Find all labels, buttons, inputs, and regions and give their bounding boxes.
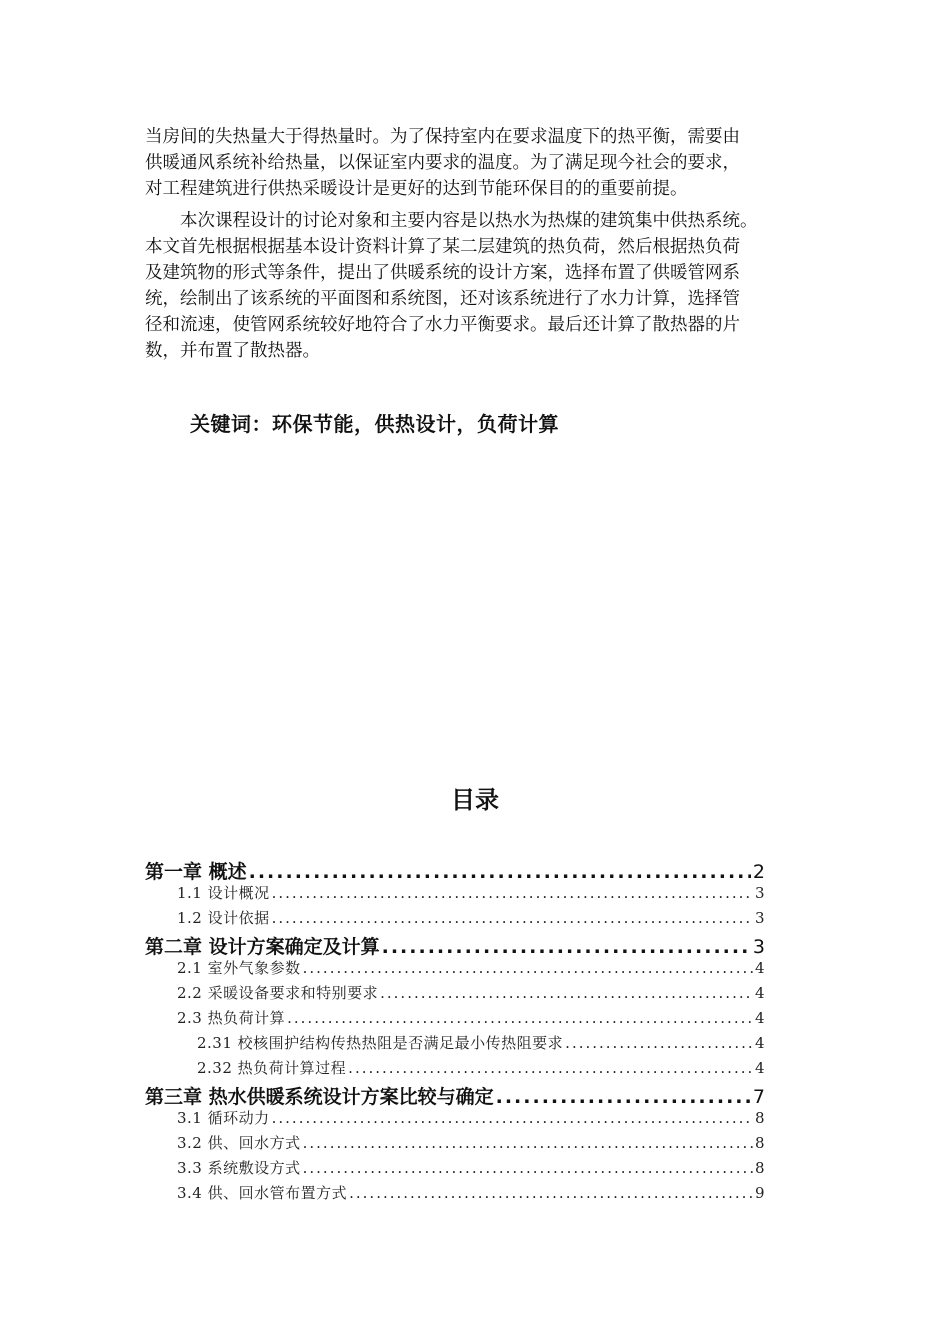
toc-entry[interactable] xyxy=(145,1157,765,1182)
toc-entry-title: 2.2 采暖设备要求和特别要求 xyxy=(177,984,379,1002)
toc-leader-dots xyxy=(565,1034,753,1052)
toc-leader-dots xyxy=(303,1134,753,1152)
text-line: 对工程建筑进行供热采暖设计是更好的达到节能环保目的的重要前提。 xyxy=(145,179,688,199)
text-line: 数，并布置了散热器。 xyxy=(145,341,320,361)
table-of-contents xyxy=(145,857,765,1207)
toc-entry[interactable] xyxy=(145,1007,765,1032)
toc-page-number: 4 xyxy=(754,959,765,977)
toc-entry[interactable] xyxy=(145,907,765,932)
toc-entry-title: 3.4 供、回水管布置方式 xyxy=(177,1184,348,1202)
toc-entry[interactable] xyxy=(145,857,765,882)
toc-entry-title: 1.2 设计依据 xyxy=(177,909,270,927)
toc-page-number: 4 xyxy=(754,1034,765,1052)
toc-entry[interactable] xyxy=(145,1057,765,1082)
toc-leader-dots xyxy=(287,1009,753,1027)
toc-page-number: 2 xyxy=(752,861,765,882)
toc-title: 目录 xyxy=(451,786,499,814)
toc-entry-title: 3.2 供、回水方式 xyxy=(177,1134,301,1152)
toc-entry-title: 2.31 校核围护结构传热热阻是否满足最小传热阻要求 xyxy=(197,1034,564,1052)
toc-page-number: 3 xyxy=(754,909,765,927)
toc-page-number: 8 xyxy=(754,1134,765,1152)
toc-entry[interactable] xyxy=(145,957,765,982)
toc-page-number: 3 xyxy=(754,884,765,902)
toc-entry[interactable] xyxy=(145,1107,765,1132)
toc-leader-dots xyxy=(382,936,751,957)
text-line: 本文首先根据根据基本设计资料计算了某二层建筑的热负荷，然后根据热负荷 xyxy=(145,237,740,257)
toc-entry-title: 第二章 设计方案确定及计算 xyxy=(145,936,380,957)
toc-leader-dots xyxy=(272,909,753,927)
abstract-paragraph-1 xyxy=(145,124,805,202)
toc-page-number: 4 xyxy=(754,1059,765,1077)
toc-page-number: 4 xyxy=(754,1009,765,1027)
toc-entry[interactable] xyxy=(145,1182,765,1207)
toc-page-number: 7 xyxy=(752,1086,765,1107)
toc-leader-dots xyxy=(380,984,753,1002)
text-line: 及建筑物的形式等条件，提出了供暖系统的设计方案，选择布置了供暖管网系 xyxy=(145,263,740,283)
keywords: 关键词：环保节能，供热设计，负荷计算 xyxy=(190,412,559,436)
toc-entry-title: 第三章 热水供暖系统设计方案比较与确定 xyxy=(145,1086,494,1107)
toc-page-number: 8 xyxy=(754,1109,765,1127)
toc-entry-title: 2.1 室外气象参数 xyxy=(177,959,301,977)
toc-entry[interactable] xyxy=(145,1032,765,1057)
abstract-paragraph-2 xyxy=(145,208,805,364)
toc-leader-dots xyxy=(272,884,753,902)
toc-leader-dots xyxy=(496,1086,751,1107)
toc-entry[interactable] xyxy=(145,1082,765,1107)
toc-entry[interactable] xyxy=(145,982,765,1007)
toc-leader-dots xyxy=(348,1059,753,1077)
toc-leader-dots xyxy=(249,861,751,882)
toc-entry-title: 2.32 热负荷计算过程 xyxy=(197,1059,347,1077)
text-line: 当房间的失热量大于得热量时。为了保持室内在要求温度下的热平衡，需要由 xyxy=(145,127,740,147)
text-line: 径和流速，使管网系统较好地符合了水力平衡要求。最后还计算了散热器的片 xyxy=(145,315,740,335)
toc-entry[interactable] xyxy=(145,1132,765,1157)
toc-leader-dots xyxy=(272,1109,753,1127)
toc-page-number: 3 xyxy=(752,936,765,957)
toc-entry-title: 3.1 循环动力 xyxy=(177,1109,270,1127)
toc-entry-title: 2.3 热负荷计算 xyxy=(177,1009,286,1027)
toc-leader-dots xyxy=(303,1159,753,1177)
text-line: 供暖通风系统补给热量，以保证室内要求的温度。为了满足现今社会的要求， xyxy=(145,153,740,173)
toc-entry[interactable] xyxy=(145,932,765,957)
toc-entry-title: 第一章 概述 xyxy=(145,861,247,882)
text-line: 统，绘制出了该系统的平面图和系统图，还对该系统进行了水力计算，选择管 xyxy=(145,289,740,309)
toc-entry[interactable] xyxy=(145,882,765,907)
toc-page-number: 9 xyxy=(754,1184,765,1202)
toc-entry-title: 3.3 系统敷设方式 xyxy=(177,1159,301,1177)
toc-page-number: 8 xyxy=(754,1159,765,1177)
toc-leader-dots xyxy=(349,1184,753,1202)
text-line: 本次课程设计的讨论对象和主要内容是以热水为热煤的建筑集中供热系统。 xyxy=(145,211,758,231)
toc-leader-dots xyxy=(303,959,753,977)
toc-entry-title: 1.1 设计概况 xyxy=(177,884,270,902)
toc-page-number: 4 xyxy=(754,984,765,1002)
